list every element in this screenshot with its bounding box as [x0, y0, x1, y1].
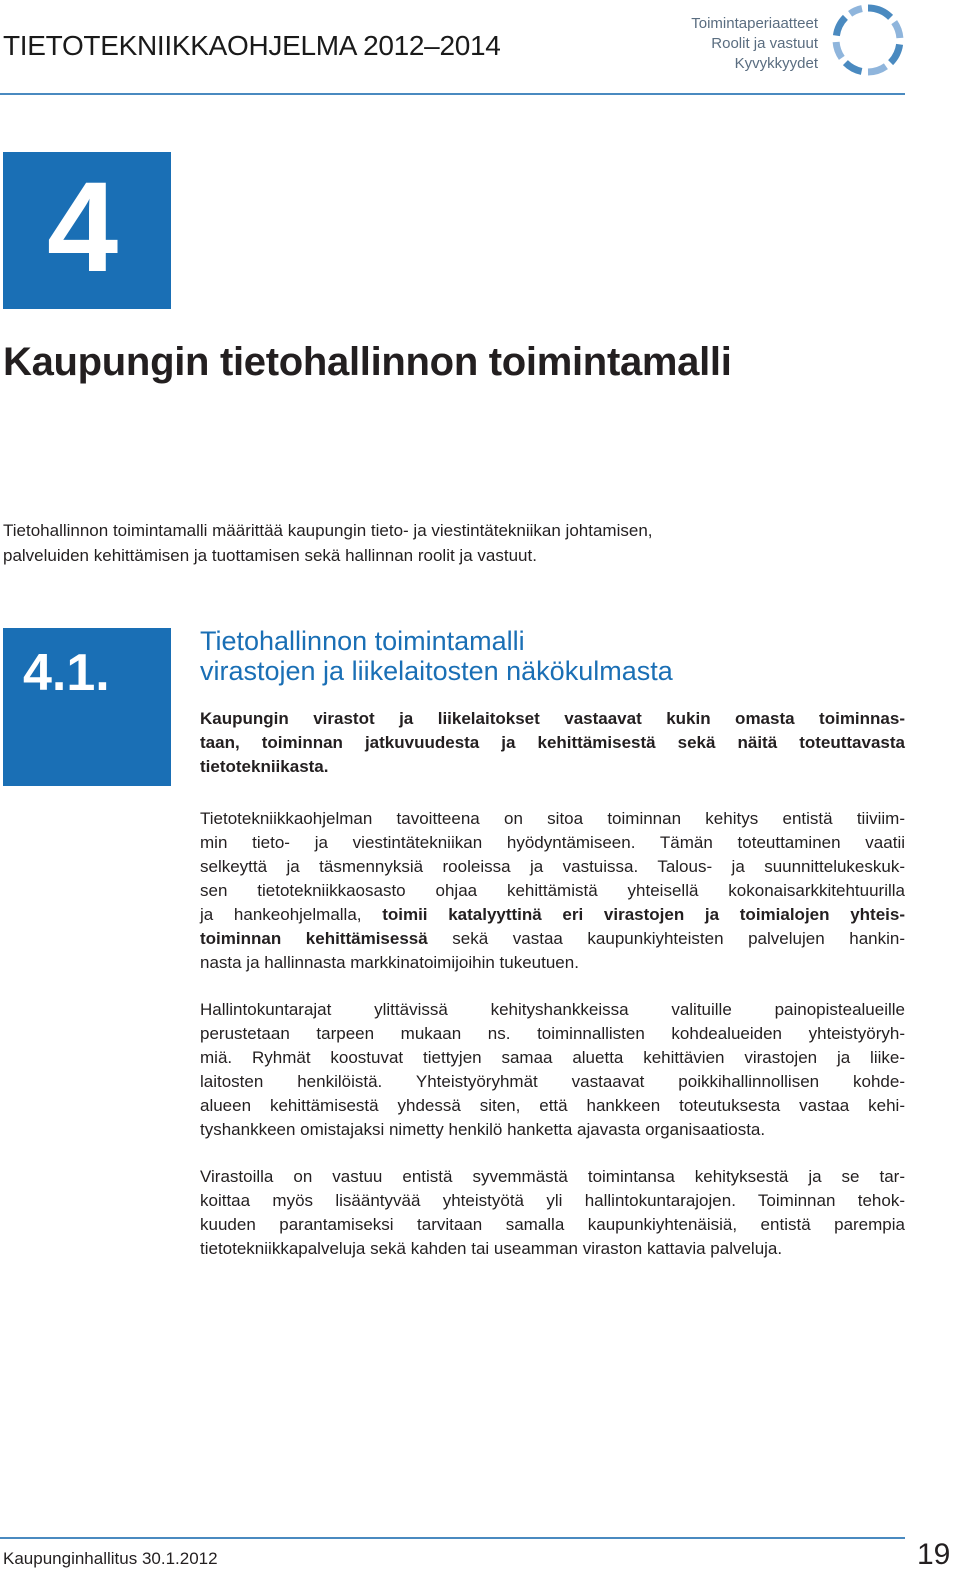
paragraph-line: Hallintokuntarajat ylittävissä kehityshankkeissa valituille painopistealueille: [200, 1000, 905, 1019]
section-title: [200, 626, 673, 686]
body-paragraph-3: [200, 1165, 905, 1261]
intro-line: palveluiden kehittämisen ja tuottamisen sekä hallinnan roolit ja vastuut.: [3, 546, 537, 565]
emphasis-text: toiminnan kehittämisessä: [200, 929, 428, 948]
paragraph-line: miä. Ryhmät koostuvat tiettyjen samaa aluetta kehittävien virastojen ja liike-: [200, 1048, 905, 1067]
paragraph-text: ja hankeohjelmalla,: [200, 905, 383, 924]
lead-line: tietotekniikasta.: [200, 757, 329, 776]
nav-item-toimintaperiaatteet: Toimintaperiaatteet: [691, 15, 818, 32]
chapter-number: 4: [47, 156, 119, 299]
paragraph-line: Tietotekniikkaohjelman tavoitteena on sitoa toiminnan kehitys entistä tiiviim-: [200, 809, 905, 828]
lead-paragraph: [200, 707, 905, 779]
section-number: 4.1.: [23, 644, 110, 702]
paragraph-line: alueen kehittämisestä yhdessä siten, että hankkeen toteutuksesta vastaa kehi-: [200, 1096, 905, 1115]
paragraph-line: min tieto- ja viestintätekniikan hyödyntämiseen. Tämän toteuttaminen vaatii: [200, 833, 905, 852]
footer-rule: [0, 1537, 905, 1539]
paragraph-line: laitosten henkilöistä. Yhteistyöryhmät vastaavat poikkihallinnollisen kohde-: [200, 1072, 905, 1091]
body-paragraph-2: [200, 998, 905, 1142]
footer-text: Kaupunginhallitus 30.1.2012: [3, 1549, 218, 1568]
intro-line: Tietohallinnon toimintamalli määrittää kaupungin tieto- ja viestintätekniikan johtamisen,: [3, 521, 653, 540]
lead-line: taan, toiminnan jatkuvuudesta ja kehittämisestä sekä näitä toteuttavasta: [200, 733, 905, 752]
paragraph-line: selkeyttä ja täsmennyksiä rooleissa ja vastuissa. Talous- ja suunnittelukeskuk-: [200, 857, 905, 876]
page-number: 19: [917, 1538, 951, 1571]
nav-item-roolit-ja-vastuut: Roolit ja vastuut: [711, 35, 818, 52]
paragraph-line: perustetaan tarpeen mukaan ns. toiminnallisten kohdealueiden yhteistyöryh-: [200, 1024, 905, 1043]
paragraph-line: tietotekniikkapalveluja sekä kahden tai useamman viraston kattavia palveluja.: [200, 1239, 783, 1258]
chapter-title: Kaupungin tietohallinnon toimintamalli: [3, 340, 732, 384]
paragraph-line: Virastoilla on vastuu entistä syvemmästä toimintansa kehityksestä ja se tar-: [200, 1167, 905, 1186]
paragraph-line: nasta ja hallinnasta markkinatoimijoihin tukeutuen.: [200, 953, 579, 972]
paragraph-line: kuuden parantamiseksi tarvitaan samalla kaupunkiyhtenäisiä, entistä parempia: [200, 1215, 905, 1234]
header-rule: [0, 93, 905, 95]
paragraph-line: [200, 927, 905, 951]
emphasis-text: toimii katalyyttinä eri virastojen ja toimialojen yhteis-: [382, 905, 905, 924]
section-number-box: [3, 628, 171, 786]
chapter-number-box: [3, 152, 171, 309]
paragraph-line: sen tietotekniikkaosasto ohjaa kehittämistä yhteisellä kokonaisarkkitehtuurilla: [200, 881, 905, 900]
section-title-line: Tietohallinnon toimintamalli: [200, 626, 525, 656]
lead-line: Kaupungin virastot ja liikelaitokset vastaavat kukin omasta toiminnas-: [200, 709, 905, 728]
document-title: TIETOTEKNIIKKAOHJELMA 2012–2014: [3, 30, 501, 61]
chapter-intro: [3, 518, 908, 568]
segmented-ring-icon: [831, 3, 905, 77]
paragraph-line: [200, 903, 905, 927]
section-title-line: virastojen ja liikelaitosten näkökulmasta: [200, 656, 673, 686]
paragraph-line: koittaa myös lisääntyvää yhteistyötä yli hallintokuntarajojen. Toiminnan tehok-: [200, 1191, 905, 1210]
paragraph-line: tyshankkeen omistajaksi nimetty henkilö hanketta ajavasta organisaatiosta.: [200, 1120, 766, 1139]
paragraph-text: sekä vastaa kaupunkiyhteisten palvelujen hankin-: [427, 929, 905, 948]
header-navigation: [691, 14, 818, 74]
body-paragraph-1: [200, 807, 905, 975]
nav-item-kyvykkyydet: Kyvykkyydet: [734, 55, 818, 72]
